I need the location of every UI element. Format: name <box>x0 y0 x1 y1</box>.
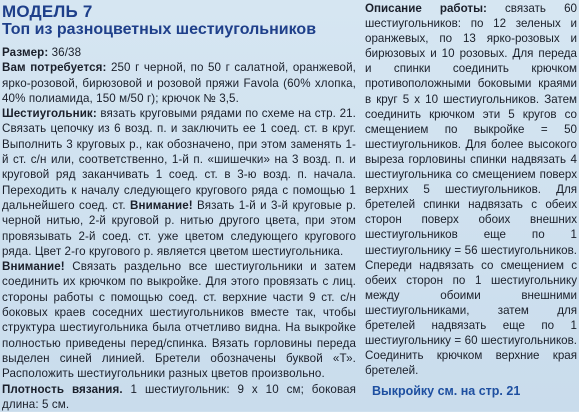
density-label: Плотность вязания. <box>2 382 123 396</box>
attention-label-2: Внимание! <box>2 260 65 274</box>
hexagon-paragraph <box>2 106 356 259</box>
attention-text-1: Вязать 1-й и 3-й круговые р. черной нитью, 2-й круговой р. нитью другого цвета, при этом провязывать 2-й соед. ст. уже цветом следующего кругового ряда. Цвет 2-го кругового р. является цветом шестиугольника. <box>2 198 356 258</box>
density-paragraph <box>2 382 356 412</box>
materials-label: Вам потребуется: <box>2 61 107 75</box>
right-column <box>365 0 577 378</box>
attention-label-1: Внимание! <box>130 198 193 212</box>
work-text: связать 60 шестиугольников: по 12 зеленых и оранжевых, по 13 ярко-розовых и бирюзовых и 10 розовых. Для переда и спинки соединить крючком противоположными боковыми краями в круг 5 х 10 шестиугольников. Затем соединить крючком эти 5 кругов со смещением по выкройке = 50 шестиугольников. Для более высокого выреза горловины спинки надвязать 4 шестиугольника со смещением поверх верхних 5 шестиугольников. Для бретелей спинки надвязать с обеих сторон поверх обоих внешних шестиугольников еще по 1 шестиугольнику = 56 шестиугольников. Спереди надвязать со смещением с обеих сторон по 1 шестиугольнику между обоими внешними шестиугольниками, затем для бретелей надвязать еще по 1 шестиугольнику = 60 шестиугольников. Соединить крючком верхние края бретелей. <box>365 2 577 378</box>
hexagon-label: Шестиугольник: <box>2 107 97 121</box>
materials-text: 250 г черной, по 50 г салатной, оранжевой, ярко-розовой, бирюзовой и розовой пряжи Favola (60% хлопка, 40% полиамида, 150 м/50 г); крючок № 3,5. <box>2 61 357 105</box>
hexagon-text: вязать круговыми рядами по схеме на стр. 21. Связать цепочку из 6 возд. п. и заключить ее 1 соед. ст. в круг. Выполнить 3 круговых р., как обозначено, при этом заменять 1-й ст. с/н или, соответственно, 1-й п. «шишечки» на 3 возд. п. и круговой ряд заканчивать 1 соед. ст. в 3-ю возд. п. начала. Переходить к началу следующего кругового ряда с помощью 1 дальнейшего соед. ст. <box>2 107 356 212</box>
density-text: 1 шестиугольник: 9 х 10 см; боковая длина: 5 см. <box>2 382 356 411</box>
left-column <box>2 0 356 412</box>
size-label: Размер: <box>2 46 49 59</box>
size-paragraph <box>2 45 356 60</box>
materials-paragraph <box>2 60 356 106</box>
model-title: МОДЕЛЬ 7 <box>2 2 93 21</box>
work-label: Описание работы: <box>365 2 487 15</box>
size-value: 36/38 <box>48 46 82 59</box>
attention-text-2: Связать раздельно все шестиугольники и затем соединить их крючком по выкройке. Для этого провязать с лиц. стороны работы с помощью соед. ст. верхние части 9 ст. с/н боковых краев соседних шестиугольников вместе так, чтобы структура шестиугольника была отчетливо видна. На выкройке полностью приведены перед/спинка. Вязать горловины переда выделен синей линией. Бретели обозначены буквой «Т». Расположить шестиугольники разных цветов произвольно. <box>2 260 356 381</box>
work-description-paragraph <box>365 0 577 378</box>
model-subtitle: Топ из разноцветных шестиугольников <box>2 21 317 38</box>
assembly-paragraph <box>2 259 356 381</box>
pattern-reference-link: Выкройку см. на стр. 21 <box>372 384 521 398</box>
